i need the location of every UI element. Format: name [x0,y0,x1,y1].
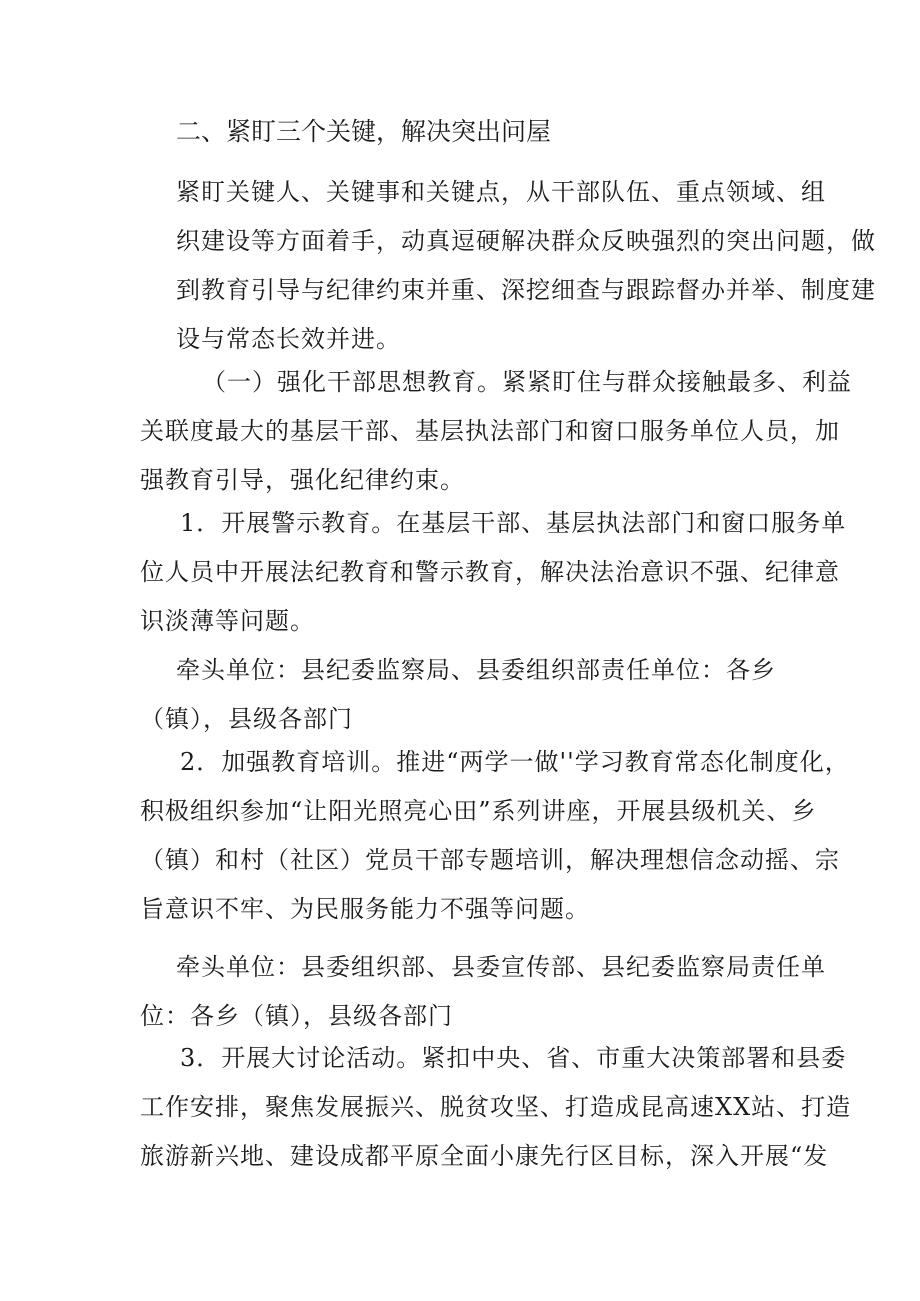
text-line: 牵头单位：县纪委监察局、县委组织部责任单位：各乡 [176,656,776,684]
paragraph-intro [140,168,876,364]
text-line: 2．加强教育培训。推进“两学一做''学习教育常态化制度化， [180,748,850,776]
text-line: （一）强化干部思想教育。紧紧盯住与群众接触最多、利益 [202,368,852,396]
text-line: （镇）和村（社区）党员干部专题培训，解决理想信念动摇、宗 [140,846,840,874]
section-heading: 二、紧盯三个关键，解决突出问屋 [176,117,552,146]
text-line: 设与常态长效并进。 [176,325,401,353]
text-line: 织建设等方面着手，动真逗硬解决群众反映强烈的突出问题，做 [176,227,876,255]
text-line: 积极组织参加“让阳光照亮心田”系列讲座，开展县级机关、乡 [140,797,817,825]
text-line: 识淡薄等问题。 [140,607,315,635]
text-line: 到教育引导与纪律约束并重、深挖细查与跟踪督办并举、制度建 [176,276,876,304]
text-line: 位人员中开展法纪教育和警示教育，解决法治意识不强、纪律意 [140,558,840,586]
text-line: （镇），县级各部门 [140,705,353,733]
paragraph-subsection-1 [140,358,852,505]
paragraph-item-1 [140,499,847,646]
paragraph-item-3 [140,1034,852,1181]
paragraph-responsible-1 [140,646,800,744]
text-line: 强教育引导，强化纪律约束。 [140,466,465,494]
text-line: 1．开展警示教育。在基层干部、基层执法部门和窗口服务单 [180,509,847,537]
text-line: 旅游新兴地、建设成都平原全面小康先行区目标，深入开展“发 [140,1142,829,1170]
text-line: 紧盯关键人、关键事和关键点，从干部队伍、重点领域、组 [176,178,826,206]
paragraph-item-2 [140,738,850,934]
text-line: 牵头单位：县委组织部、县委宣传部、县纪委监察局责任单 [176,953,826,981]
text-line: 关联度最大的基层干部、基层执法部门和窗口服务单位人员，加 [140,417,840,445]
text-line: 旨意识不牢、为民服务能力不强等问题。 [140,895,590,923]
text-line: 位：各乡（镇），县级各部门 [140,1002,453,1030]
paragraph-responsible-2 [140,943,826,1041]
text-line: 3．开展大讨论活动。紧扣中央、省、市重大决策部署和县委 [180,1044,847,1072]
text-line: 工作安排，聚焦发展振兴、脱贫攻坚、打造成昆高速XX站、打造 [140,1093,852,1121]
